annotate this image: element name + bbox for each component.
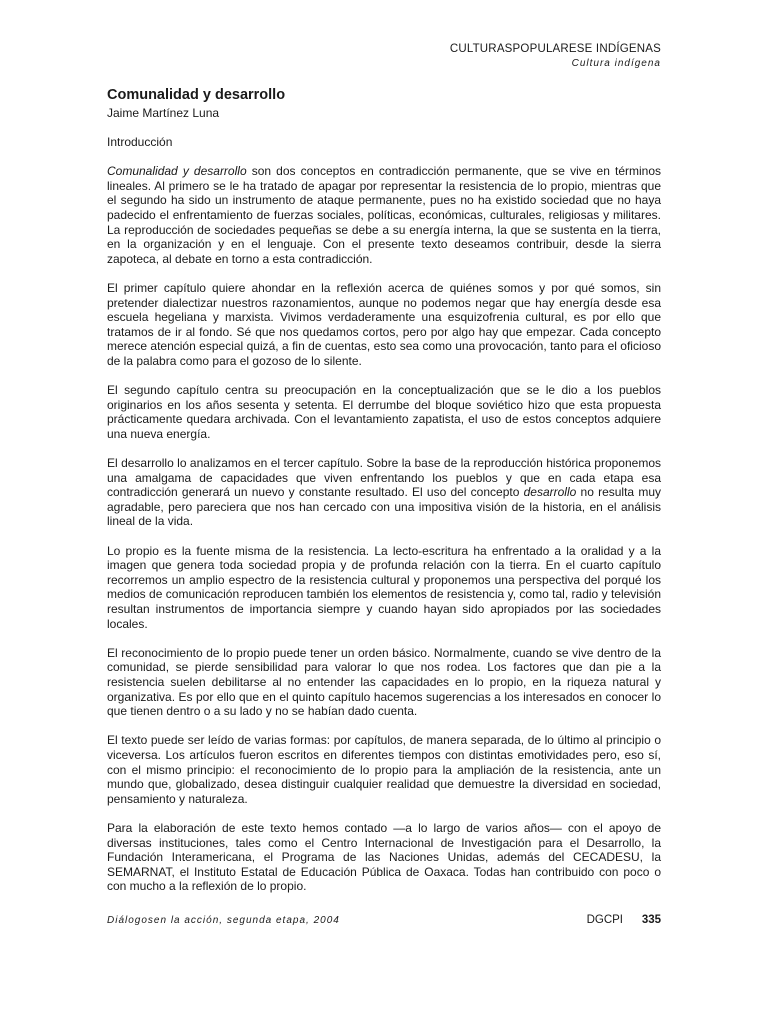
document-page bbox=[107, 0, 661, 1024]
paragraph-4-text-a: El desarrollo lo analizamos en el tercer capítulo. Sobre la base de la reproducción histórica proponemos una amalgama de capacidades que viven enfrentando los pueblos y que en cada etapa esa contradicción generará un nuevo y constante resultado. El uso del concepto bbox=[107, 456, 661, 500]
paragraph-1-text: son dos conceptos en contradicción permanente, que se vive en términos lineales. Al primero se le ha tratado de apagar por representar la resistencia de lo propio, mientras que el segundo ha sido un instrumento de ataque permanente, pues no ha existido sociedad que no haya padecido el enfrentamiento de fuerzas sociales, políticas, económicas, culturales, religiosas y militares. La reproducción de sociedades pequeñas se debe a su energía interna, la que se sustenta en la tierra, en la organización y en el lenguaje. Con el presente texto deseamos contribuir, desde la sierra zapoteca, al debate en torno a esta contradicción. bbox=[107, 164, 661, 266]
paragraph-3: El segundo capítulo centra su preocupación en la conceptualización que se le dio a los pueblos originarios en los años sesenta y setenta. El derrumbe del bloque soviético hizo que esta propuesta prácticamente quedara archivada. Con el levantamiento zapatista, el uso de estos conceptos adquiere una nueva energía. bbox=[107, 383, 661, 441]
paragraph-2: El primer capítulo quiere ahondar en la reflexión acerca de quiénes somos y por qué somos, sin pretender dialectizar nuestros razonamientos, aunque no podemos negar que hay energía desde esa escuela hegeliana y marxista. Vivimos verdaderamente una esquizofrenia cultural, es por ello que tratamos de ir al fondo. Sé que nos quedamos cortos, pero por algo hay que empezar. Cada concepto merece atención especial quizá, a fin de cuentas, esto sea como una provocación, tanto para el oficioso de la palabra como para el gozoso de lo silente. bbox=[107, 280, 661, 368]
article-title: Comunalidad y desarrollo bbox=[107, 87, 286, 103]
article-body bbox=[107, 135, 661, 908]
paragraph-5: Lo propio es la fuente misma de la resistencia. La lecto-escritura ha enfrentado a la oralidad y a la imagen que genera toda sociedad propia y de profunda relación con la tierra. En el cuarto capítulo recorremos un amplio espectro de la resistencia cultural y proponemos una perspectiva del porqué los medios de comunicación reproducen también los elementos de resistencia y, como tal, radio y televisión resultan instrumentos de importancia siempre y cuando hayan sido apropiados por las sociedades locales. bbox=[107, 543, 661, 631]
footer-publication: Diálogosen la acción, segunda etapa, 2004 bbox=[107, 915, 340, 926]
section-subtitle: Cultura indígena bbox=[571, 58, 661, 69]
paragraph-7: El texto puede ser leído de varias formas: por capítulos, de manera separada, de lo último al principio o viceversa. Los artículos fueron escritos en diferentes tiempos con distintas emotividades pero, eso sí, con el mismo principio: el reconocimiento de lo propio para la ampliación de la resistencia, ante un mundo que, globalizado, desea distinguir cualquier realidad que demuestre la diversidad en sociedad, pensamiento y naturaleza. bbox=[107, 733, 661, 806]
paragraph-4 bbox=[107, 456, 661, 529]
paragraph-4-italic: desarrollo bbox=[523, 485, 577, 500]
page-number: 335 bbox=[641, 914, 661, 926]
paragraph-4-text-b: no resulta muy agradable, pero pareciera que nos han cercado con una impositiva visión de la historia, en el análisis lineal de la vida. bbox=[107, 485, 661, 529]
article-author: Jaime Martínez Luna bbox=[107, 106, 220, 120]
running-header bbox=[450, 42, 661, 71]
footer-org: DGCPI bbox=[586, 914, 623, 926]
section-heading: Introducción bbox=[107, 135, 173, 149]
paragraph-6: El reconocimiento de lo propio puede tener un orden básico. Normalmente, cuando se vive dentro de la comunidad, se pierde sensibilidad para valorar lo que nos rodea. Los factores que dan pie a la resistencia suelen debilitarse al no entender las capacidades en lo propio, en la riqueza natural y organizativa. Es por ello que en el quinto capítulo hacemos sugerencias a los interesados en conocer lo que tienen dentro o a su lado y no se habían dado cuenta. bbox=[107, 645, 661, 719]
paragraph-8: Para la elaboración de este texto hemos contado —a lo largo de varios años— con el apoyo de diversas instituciones, tales como el Centro Internacional de Investigación para el Desarrollo, la Fundación Interamericana, el Programa de las Naciones Unidas, además del CECADESU, la SEMARNAT, el Instituto Estatal de Educación Pública de Oaxaca. Todas han contribuido con poco o con mucho a la reflexión de lo propio. bbox=[107, 820, 661, 894]
paragraph-1 bbox=[107, 164, 661, 266]
series-title: CULTURASPOPULARESE INDÍGENAS bbox=[449, 43, 661, 55]
paragraph-1-italic: Comunalidad y desarrollo bbox=[107, 164, 247, 179]
